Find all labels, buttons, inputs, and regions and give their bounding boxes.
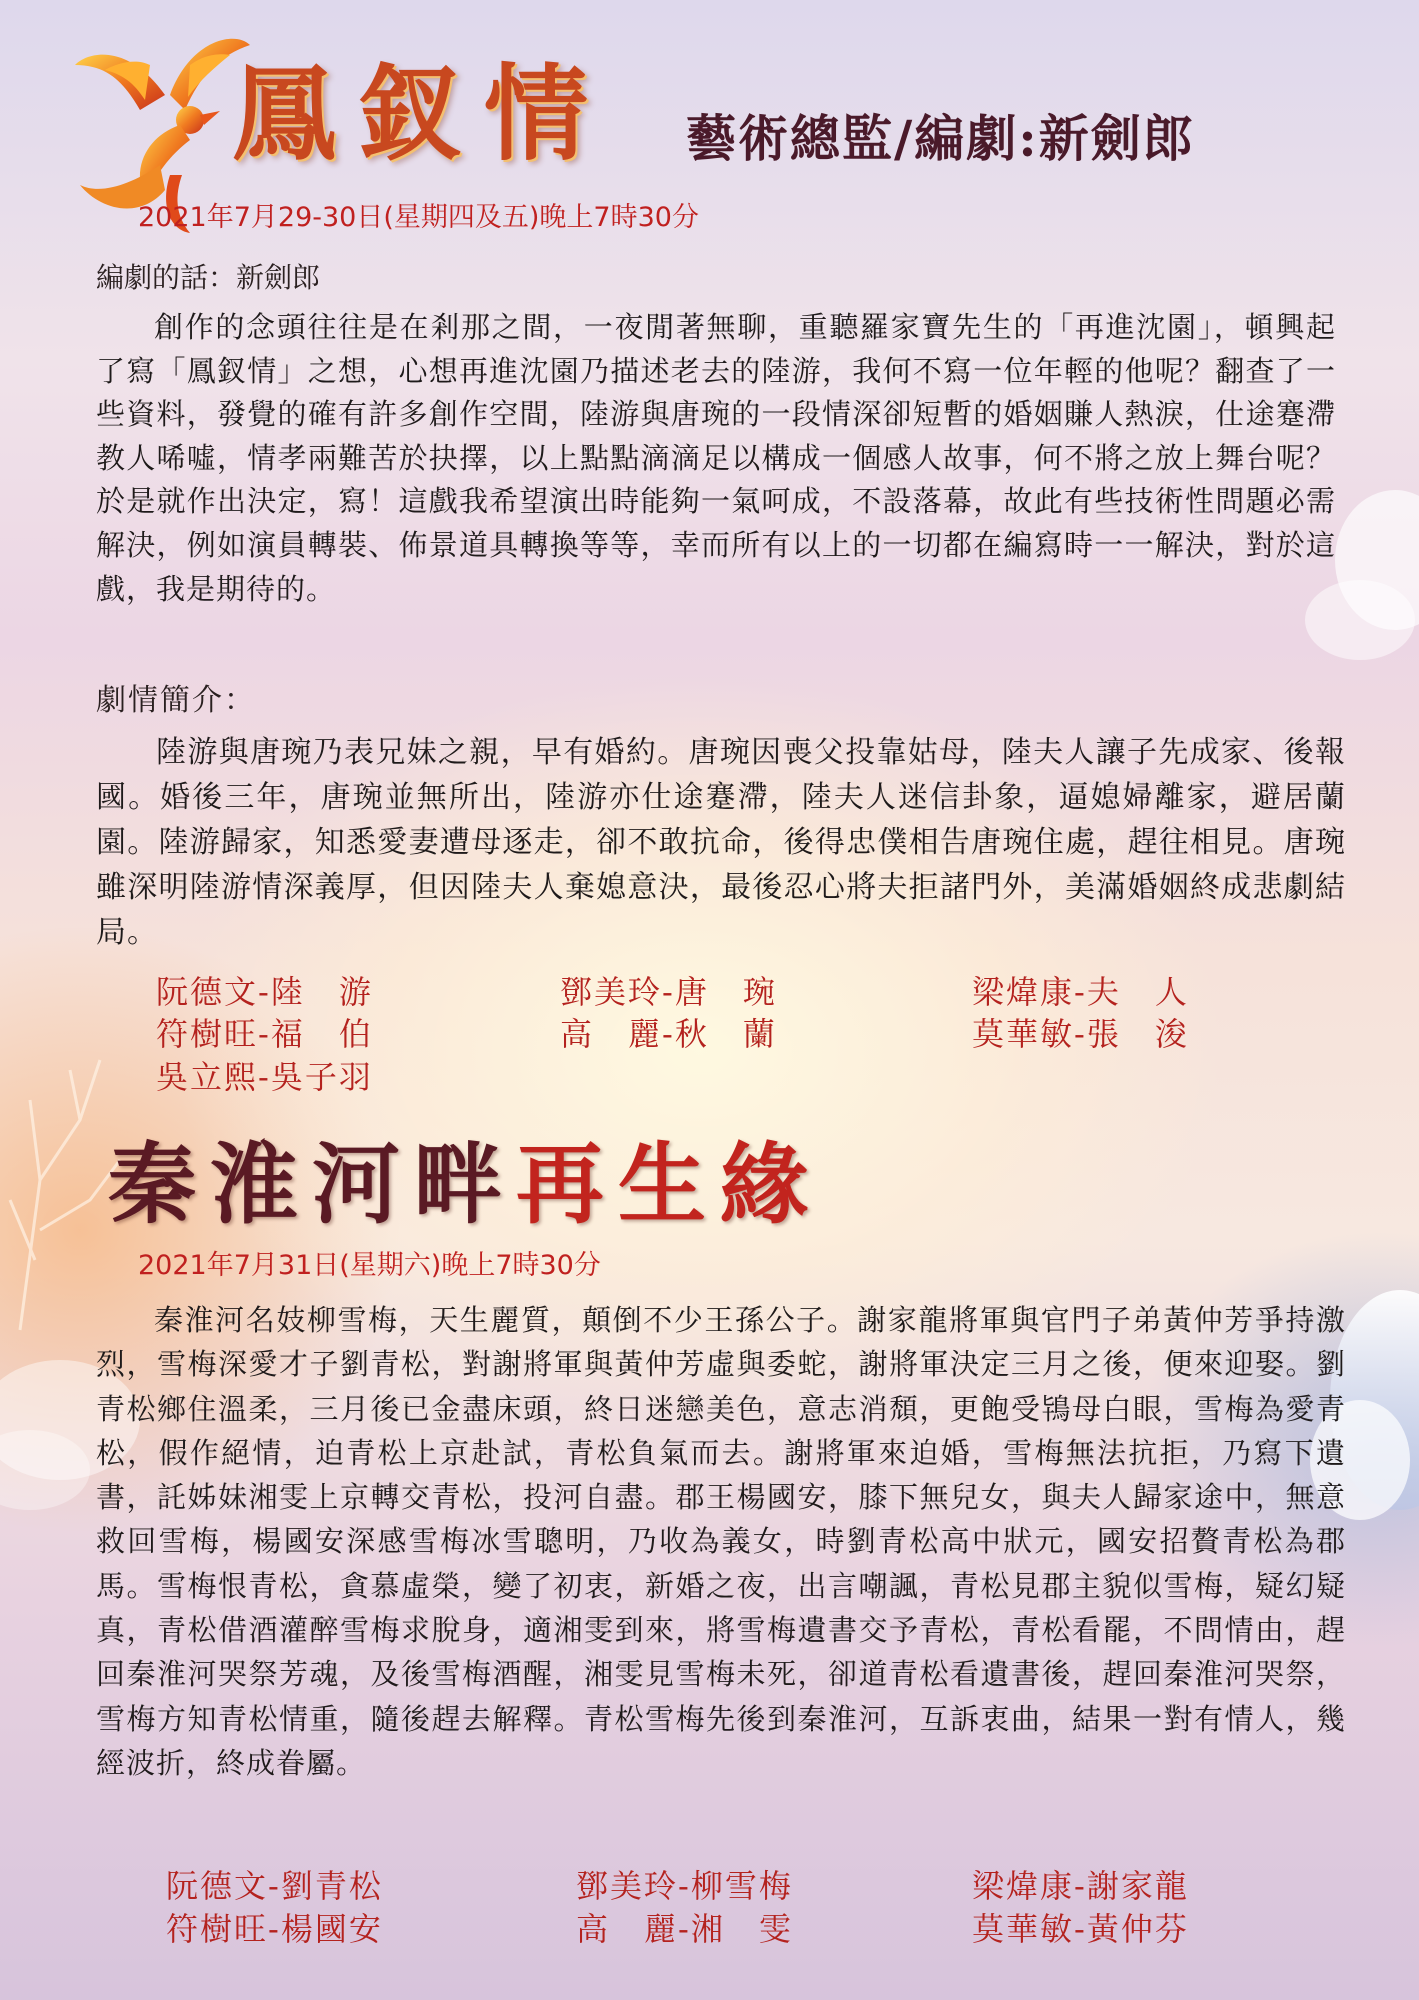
cast-item: 高 麗-湘 雯 (576, 1910, 793, 1948)
cast-item: 吳立熙-吳子羽 (156, 1058, 373, 1096)
show1-credit: 藝術總監/編劇:新劍郎 (686, 109, 1195, 168)
show2-title (108, 1132, 823, 1236)
synopsis-text: 陸游與唐琬乃表兄妹之親，早有婚約。唐琬因喪父投靠姑母，陸夫人讓子先成家、後報國。婚後三年，唐琬並無所出，陸游亦仕途蹇滯，陸夫人迷信卦象，逼媳婦離家，避居蘭園。陸游歸家，知悉愛妻遭母逐走，卻不敢抗命，後得忠僕相告唐琬住處，趕往相見。唐琬雖深明陸游情深義厚，但因陸夫人棄媳意決，最後忍心將夫拒諸門外，美滿婚姻終成悲劇結局。 (96, 735, 1346, 950)
writer-notes-text: 創作的念頭往往是在剎那之間，一夜閒著無聊，重聽羅家寶先生的「再進沈園」，頓興起了寫「鳳釵情」之想，心想再進沈園乃描述老去的陸游，我何不寫一位年輕的他呢？翻查了一些資料，發覺的確有許多創作空間，陸游與唐琬的一段情深卻短暫的婚姻賺人熱淚，仕途蹇滯教人唏噓，情孝兩難苦於抉擇，以上點點滴滴足以構成一個感人故事，何不將之放上舞台呢？於是就作出決定，寫！這戲我希望演出時能夠一氣呵成，不設落幕，故此有些技術性問題必需解決，例如演員轉裝、佈景道具轉換等等，幸而所有以上的一切都在編寫時一一解決，對於這戲，我是期待的。 (96, 310, 1336, 606)
cast-item: 高 麗-秋 蘭 (560, 1015, 777, 1053)
cast-item: 符樹旺-楊國安 (166, 1910, 383, 1948)
cast-item: 阮德文-劉青松 (166, 1867, 383, 1905)
show1-title: 鳳釵情 (232, 52, 611, 175)
show2-title-part1: 秦淮河畔 (108, 1132, 517, 1236)
writer-notes-heading: 編劇的話：新劍郎 (96, 261, 321, 294)
cast-item: 梁煒康-謝家龍 (972, 1867, 1189, 1905)
show2-title-part2: 再生緣 (516, 1132, 823, 1236)
cast-item: 符樹旺-福 伯 (156, 1015, 373, 1053)
cast-item: 鄧美玲-柳雪梅 (576, 1867, 793, 1905)
cast-item: 阮德文-陸 游 (156, 973, 373, 1011)
bare-tree-left (10, 1060, 120, 1330)
synopsis-heading: 劇情簡介： (96, 683, 256, 718)
show2-story-text: 秦淮河名妓柳雪梅，天生麗質，顛倒不少王孫公子。謝家龍將軍與官門子弟黃仲芳爭持激烈，雪梅深愛才子劉青松，對謝將軍與黃仲芳虛與委蛇，謝將軍決定三月之後，便來迎娶。劉青松鄉住溫柔，三月後已金盡床頭，終日迷戀美色，意志消頹，更飽受鴇母白眼，雪梅為愛青松，假作絕情，迫青松上京赴試，青松負氣而去。謝將軍來迫婚，雪梅無法抗拒，乃寫下遺書，託姊妹湘雯上京轉交青松，投河自盡。郡王楊國安，膝下無兒女，與夫人歸家途中，無意救回雪梅，楊國安深感雪梅冰雪聰明，乃收為義女，時劉青松高中狀元，國安招贅青松為郡馬。雪梅恨青松，貪慕虛榮，變了初衷，新婚之夜，出言嘲諷，青松見郡主貌似雪梅，疑幻疑真，青松借酒灌醉雪梅求脫身，適湘雯到來，將雪梅遺書交予青松，青松看罷，不問情由，趕回秦淮河哭祭芳魂，及後雪梅酒醒，湘雯見雪梅未死，卻道青松看遺書後，趕回秦淮河哭祭，雪梅方知青松情重，隨後趕去解釋。青松雪梅先後到秦淮河，互訴衷曲，結果一對有情人，幾經波折，終成眷屬。 (96, 1303, 1346, 1780)
cast-item: 鄧美玲-唐 琬 (560, 973, 777, 1011)
show1-date: 2021年7月29-30日(星期四及五)晚上7時30分 (138, 202, 699, 233)
cast-item: 莫華敏-黃仲芬 (972, 1910, 1189, 1948)
cast-item: 莫華敏-張 浚 (972, 1015, 1189, 1053)
show2-date: 2021年7月31日(星期六)晚上7時30分 (138, 1250, 601, 1281)
cast-item: 梁煒康-夫 人 (972, 973, 1189, 1011)
